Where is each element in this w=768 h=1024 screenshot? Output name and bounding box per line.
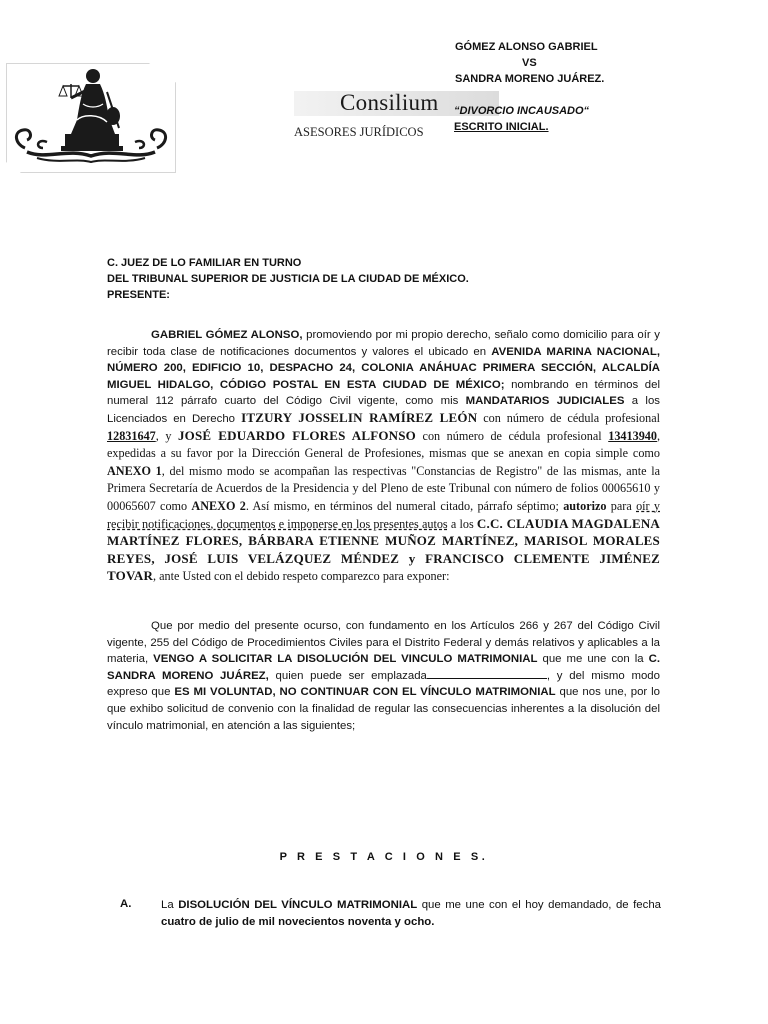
body-paragraph-introduction bbox=[107, 327, 660, 586]
text-run: , ante Usted con el debido respeto comparezco para exponer: bbox=[153, 569, 450, 584]
defendant-name: C. SANDRA MORENO JUÁREZ, bbox=[107, 653, 661, 682]
text-run: que nos une, por lo que exhibo solicitud de convenio con la finalidad de regular las consecuencias inherentes a la disolución del vínculo matrimonial, en atención a las siguientes; bbox=[107, 686, 660, 732]
text-run: . Así mismo, en términos del numeral citado, párrafo séptimo; bbox=[245, 498, 564, 513]
text-run: La bbox=[161, 899, 179, 911]
text-run: , y del mismo modo expreso que bbox=[107, 669, 660, 699]
lawyer-name-2: JOSÉ EDUARDO FLORES ALFONSO bbox=[177, 427, 416, 443]
justice-emblem-logo bbox=[6, 63, 176, 173]
will-statement: ES MI VOLUNTAD, NO CONTINUAR CON EL VÍNCULO MATRIMONIAL bbox=[174, 686, 556, 699]
text-run: , del mismo modo se acompañan las respectivas "Constancias de Registro" de las mismas, ante la Primera Secretaría de Acuerdos de la Presidencia y del Pleno de este Tribunal con número de folios 00065610 y 00065607 como bbox=[107, 463, 661, 513]
license-number-1: 12831647 bbox=[107, 428, 156, 443]
text-run: que me une con la bbox=[537, 653, 649, 666]
lady-justice-icon bbox=[7, 64, 175, 172]
text-run: para bbox=[606, 498, 637, 513]
text-run: promoviendo por mi propio derecho, señalo como domicilio para oír y recibir toda clase de notificaciones documentos y valores el ubicado en bbox=[107, 329, 660, 358]
text-run: con número de cédula profesional bbox=[477, 410, 660, 425]
prestaciones-heading: P R E S T A C I O N E S. bbox=[279, 851, 489, 863]
case-plaintiff: GÓMEZ ALONSO GABRIEL bbox=[455, 41, 598, 53]
dissolution-label: DISOLUCIÓN DEL VÍNCULO MATRIMONIAL bbox=[178, 899, 418, 911]
addressee-line: DEL TRIBUNAL SUPERIOR DE JUSTICIA DE LA CIUDAD DE MÉXICO. bbox=[107, 273, 469, 285]
text-run: , expedidas a su favor por la Dirección General de Profesiones, mismas que se anexan en copia simple como bbox=[107, 428, 661, 461]
license-number-2: 13413940 bbox=[608, 428, 657, 443]
text-run: a los bbox=[447, 516, 477, 531]
case-type: “DIVORCIO INCAUSADO“ bbox=[454, 105, 590, 117]
petition-statement: VENGO A SOLICITAR LA DISOLUCIÓN DEL VINCULO MATRIMONIAL bbox=[153, 653, 538, 666]
addressee-block bbox=[107, 255, 469, 303]
text-run: , y bbox=[155, 428, 178, 443]
document-type: ESCRITO INICIAL. bbox=[454, 121, 549, 133]
case-versus: VS bbox=[522, 57, 537, 69]
authorized-persons: C.C. CLAUDIA MAGDALENA MARTÍNEZ FLORES, BÁRBARA ETIENNE MUÑOZ MARTÍNEZ, MARISOL MORALES REYES, JOSÉ LUIS VELÁZQUEZ MÉNDEZ y FRANCISCO CLEMENTE JIMÉNEZ TOVAR bbox=[107, 515, 661, 584]
domicile-address: AVENIDA MARINA NACIONAL, NÚMERO 200, EDIFICIO 10, DESPACHO 24, COLONIA ANÁHUAC PRIMERA SECCIÓN, ALCALDÍA MIGUEL HIDALGO, CÓDIGO POSTAL EN ESTA CIUDAD DE MÉXICO; bbox=[107, 345, 660, 391]
blank-line bbox=[427, 668, 547, 679]
text-run: Que por medio del presente ocurso, con fundamento en los Artículos 266 y 267 del Código Civil vigente, 255 del Código de Procedimientos Civiles para el Distrito Federal y demás relativos y aplicables a la materia, bbox=[107, 620, 660, 666]
lawyer-name-1: ITZURY JOSSELIN RAMÍREZ LEÓN bbox=[241, 409, 478, 425]
authorization-scope: oír y recibir notificaciones, documentos e imponerse en los presentes autos bbox=[107, 498, 660, 531]
text-run: a los Licenciados en Derecho bbox=[107, 395, 660, 425]
text-run: quien puede ser emplazada bbox=[268, 669, 427, 682]
marriage-date: cuatro de julio de mil novecientos noventa y ocho. bbox=[161, 916, 435, 928]
annex-2: ANEXO 2 bbox=[191, 498, 246, 513]
text-run: nombrando en términos del numeral 112 párrafo cuarto del Código Civil vigente, como mis bbox=[107, 378, 660, 408]
addressee-line: C. JUEZ DE LO FAMILIAR EN TURNO bbox=[107, 257, 302, 269]
addressee-line: PRESENTE: bbox=[107, 289, 170, 301]
case-defendant: SANDRA MORENO JUÁREZ. bbox=[455, 73, 605, 85]
annex-1: ANEXO 1 bbox=[107, 463, 162, 478]
text-run: que me une con el hoy demandado, de fecha bbox=[417, 899, 662, 911]
brand-name: Consilium bbox=[340, 90, 439, 115]
item-a-text bbox=[161, 897, 661, 931]
brand-subtitle: ASESORES JURÍDICOS bbox=[294, 125, 424, 139]
text-run: con número de cédula profesional bbox=[416, 428, 609, 443]
authorize-word: autorizo bbox=[563, 498, 607, 513]
body-paragraph-petition bbox=[107, 618, 660, 734]
promovente-name: GABRIEL GÓMEZ ALONSO, bbox=[151, 329, 303, 341]
mandatarios-label: MANDATARIOS JUDICIALES bbox=[465, 395, 625, 408]
item-letter-a: A. bbox=[120, 898, 132, 910]
